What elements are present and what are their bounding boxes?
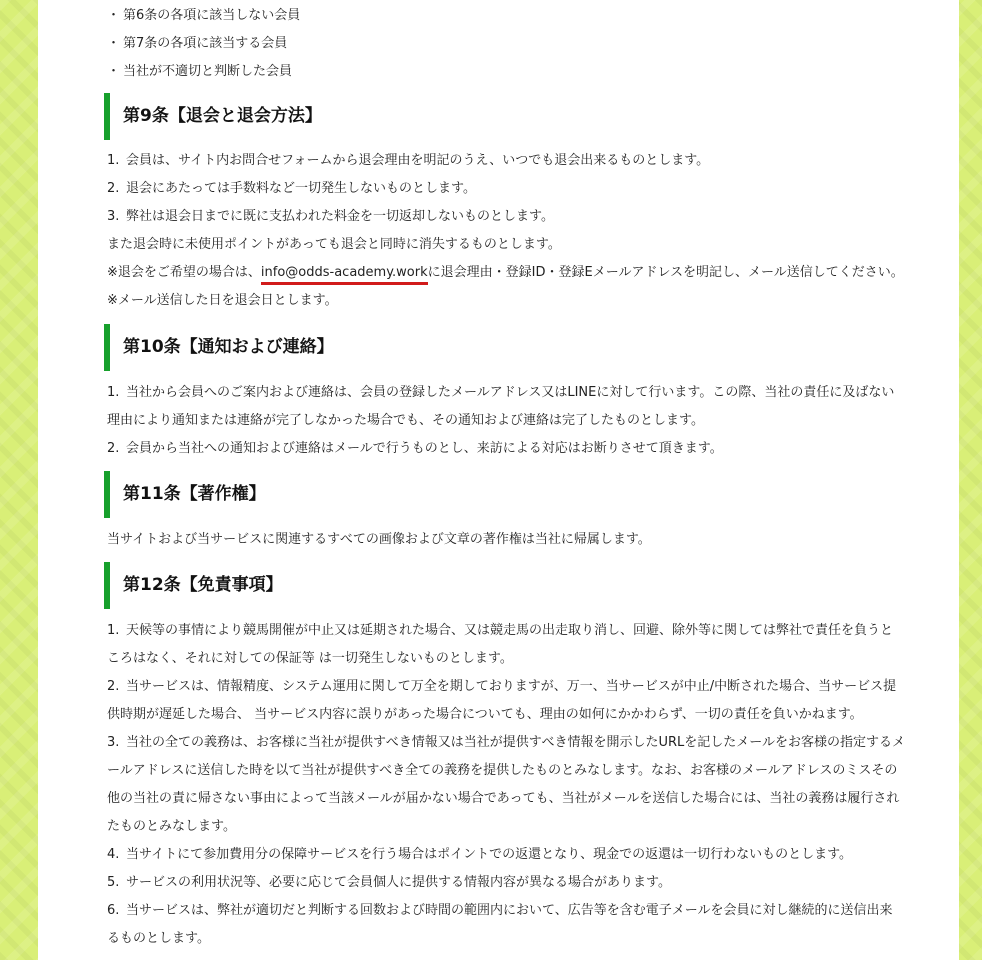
email-prefix: ※退会をご希望の場合は、 (107, 265, 261, 280)
heading-accent-bar (104, 324, 110, 371)
list-text: サービスの利用状況等、必要に応じて会員個人に提供する情報内容が異なる場合があります。 (126, 875, 671, 890)
section-9-title: 第9条【退会と退会方法】 (123, 106, 322, 126)
list-text: 当サービスは、弊社が適切だと判断する回数および時間の範囲内において、広告等を含む電子メールを会員に対し継続的に送信出来 (126, 903, 893, 918)
bullet-marker: ・ (107, 8, 121, 23)
section-10-title: 第10条【通知および連絡】 (123, 337, 334, 357)
list-number: 2. (107, 181, 120, 196)
list-number: 2. (107, 679, 120, 694)
section-9-extra-line-1: また退会時に未使用ポイントがあっても退会と同時に消失するものとします。 (107, 237, 561, 252)
section-9-extra-line-3: ※メール送信した日を退会日とします。 (107, 293, 338, 308)
section-12-item-1-continued: ころはなく、それに対しての保証等 は一切発生しないものとします。 (107, 651, 513, 666)
section-12-item-3-continued-2: 他の当社の責に帰さない事由によって当該メールが届かない場合であっても、当社がメールを送信した場合には、当社の義務は履行され (107, 791, 900, 806)
section-9-item-3 (107, 208, 554, 226)
section-11-title: 第11条【著作権】 (123, 484, 266, 504)
list-number: 1. (107, 623, 120, 638)
section-12-item-2-continued: 供時期が遅延した場合、 当サービス内容に誤りがあった場合についても、理由の如何にかかわらず、一切の責任を負いかねます。 (107, 707, 863, 722)
section-12-item-1 (107, 622, 893, 640)
list-text: 退会にあたっては手数料など一切発生しないものとします。 (126, 181, 476, 196)
heading-accent-bar (104, 93, 110, 140)
list-text: 会員は、サイト内お問合せフォームから退会理由を明記のうえ、いつでも退会出来るものとします。 (126, 153, 710, 168)
list-text: 当社の全ての義務は、お客様に当社が提供すべき情報又は当社が提供すべき情報を開示したURLを記したメールをお客様の指定するメ (126, 735, 906, 750)
section-10-item-1-continued: 理由により通知または連絡が完了しなかった場合でも、その通知および連絡は完了したものとします。 (107, 413, 704, 428)
section-9-item-2 (107, 180, 476, 198)
section-12-item-2 (107, 678, 896, 696)
list-number: 1. (107, 385, 120, 400)
bullet-item-7 (107, 35, 287, 53)
list-number: 3. (107, 735, 120, 750)
list-number: 2. (107, 441, 120, 456)
section-12-heading (104, 562, 404, 609)
section-10-item-1 (107, 384, 894, 402)
section-10-item-2 (107, 440, 723, 458)
section-11-text: 当サイトおよび当サービスに関連するすべての画像および文章の著作権は当社に帰属します。 (107, 532, 651, 547)
section-9-item-1 (107, 152, 709, 170)
bullet-text: 当社が不適切と判断した会員 (123, 64, 293, 79)
terms-content (38, 0, 959, 960)
section-9-heading (104, 93, 404, 140)
list-number: 3. (107, 209, 120, 224)
bullet-text: 第7条の各項に該当する会員 (123, 36, 288, 51)
email-link[interactable]: info@odds-academy.work (261, 265, 428, 285)
list-number: 4. (107, 847, 120, 862)
section-12-item-6 (107, 902, 892, 920)
list-text: 当社から会員へのご案内および連絡は、会員の登録したメールアドレス又はLINEに対して行います。この際、当社の責任に及ばない (126, 385, 895, 400)
section-9-extra-line-2 (107, 264, 904, 282)
bullet-marker: ・ (107, 64, 121, 79)
list-text: 弊社は退会日までに既に支払われた料金を一切返却しないものとします。 (126, 209, 554, 224)
bullet-item-inappropriate (107, 63, 292, 81)
bullet-marker: ・ (107, 36, 121, 51)
section-12-item-3-continued-1: ールアドレスに送信した時を以て当社が提供すべき全ての義務を提供したものとみなします。なお、お客様のメールアドレスのミスその (107, 763, 898, 778)
section-12-item-5 (107, 874, 671, 892)
section-12-item-4 (107, 846, 852, 864)
section-12-item-6-continued: るものとします。 (107, 931, 210, 946)
section-12-item-3-continued-3: たものとみなします。 (107, 819, 236, 834)
list-number: 5. (107, 875, 120, 890)
list-number: 1. (107, 153, 120, 168)
bullet-text: 第6条の各項に該当しない会員 (123, 8, 301, 23)
section-12-title: 第12条【免責事項】 (123, 575, 283, 595)
list-text: 当サービスは、情報精度、システム運用に関して万全を期しておりますが、万一、当サービスが中止/中断された場合、当サービス提 (126, 679, 897, 694)
bullet-item-6 (107, 7, 300, 25)
list-text: 当サイトにて参加費用分の保障サービスを行う場合はポイントでの返還となり、現金での返還は一切行わないものとします。 (126, 847, 853, 862)
list-number: 6. (107, 903, 120, 918)
email-suffix: に退会理由・登録ID・登録Eメールアドレスを明記し、メール送信してください。 (427, 265, 904, 280)
section-11-heading (104, 471, 404, 518)
heading-accent-bar (104, 471, 110, 518)
section-12-item-3 (107, 734, 905, 752)
section-10-heading (104, 324, 404, 371)
terms-page (38, 0, 959, 960)
list-text: 会員から当社への通知および連絡はメールで行うものとし、来訪による対応はお断りさせて頂きます。 (126, 441, 723, 456)
list-text: 天候等の事情により競馬開催が中止又は延期された場合、又は競走馬の出走取り消し、回避、除外等に関しては弊社で責任を負うと (126, 623, 894, 638)
heading-accent-bar (104, 562, 110, 609)
